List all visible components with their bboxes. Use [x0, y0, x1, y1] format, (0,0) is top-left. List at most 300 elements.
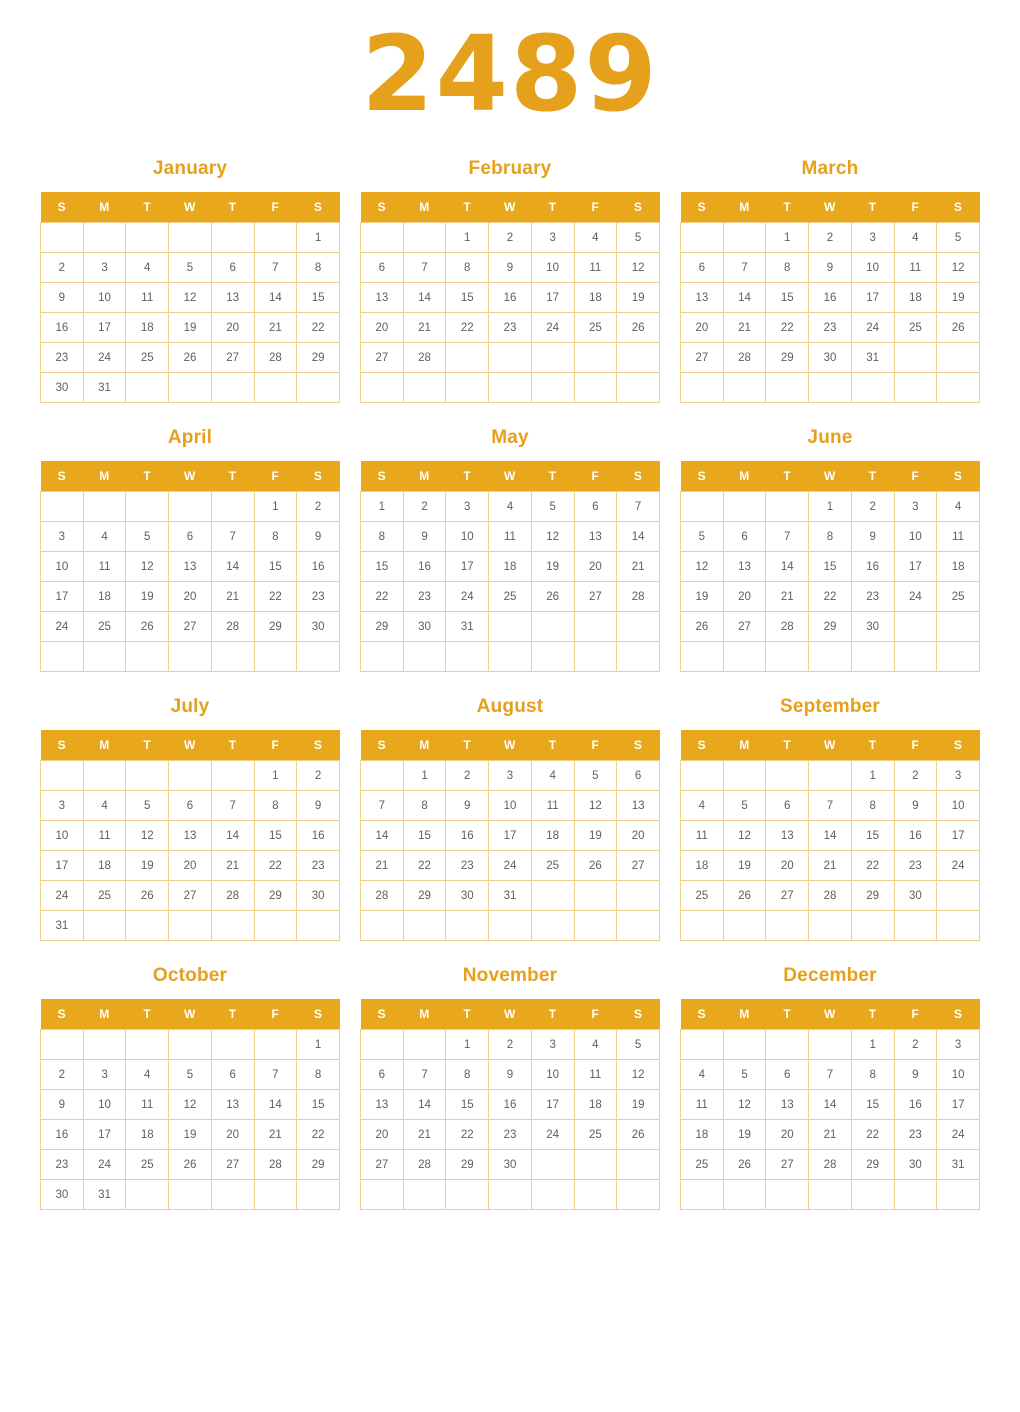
day-cell[interactable]: 5 [937, 223, 980, 253]
day-cell[interactable]: 31 [851, 343, 894, 373]
day-cell[interactable]: 10 [83, 283, 126, 313]
day-cell[interactable]: 29 [851, 1150, 894, 1180]
day-cell[interactable]: 11 [681, 1090, 724, 1120]
day-cell[interactable]: 14 [403, 1090, 446, 1120]
day-cell[interactable]: 6 [766, 1060, 809, 1090]
day-cell[interactable]: 26 [617, 1120, 660, 1150]
day-cell[interactable]: 27 [723, 612, 766, 642]
day-cell[interactable]: 9 [894, 791, 937, 821]
day-cell[interactable]: 25 [894, 313, 937, 343]
day-cell[interactable]: 9 [297, 522, 340, 552]
day-cell[interactable]: 3 [937, 761, 980, 791]
day-cell[interactable]: 22 [766, 313, 809, 343]
day-cell[interactable]: 4 [83, 522, 126, 552]
day-cell[interactable]: 30 [297, 612, 340, 642]
day-cell[interactable]: 18 [126, 313, 169, 343]
day-cell[interactable]: 10 [851, 253, 894, 283]
day-cell[interactable]: 24 [489, 851, 532, 881]
day-cell[interactable]: 23 [297, 851, 340, 881]
day-cell[interactable]: 11 [83, 821, 126, 851]
day-cell[interactable]: 7 [766, 522, 809, 552]
day-cell[interactable]: 16 [41, 1120, 84, 1150]
day-cell[interactable]: 15 [254, 552, 297, 582]
day-cell[interactable]: 5 [723, 791, 766, 821]
day-cell[interactable]: 17 [446, 552, 489, 582]
day-cell[interactable]: 25 [126, 1150, 169, 1180]
day-cell[interactable]: 16 [894, 821, 937, 851]
day-cell[interactable]: 13 [574, 522, 617, 552]
day-cell[interactable]: 2 [41, 1060, 84, 1090]
day-cell[interactable]: 8 [361, 522, 404, 552]
day-cell[interactable]: 16 [894, 1090, 937, 1120]
day-cell[interactable]: 29 [851, 881, 894, 911]
day-cell[interactable]: 10 [446, 522, 489, 552]
day-cell[interactable]: 28 [254, 1150, 297, 1180]
day-cell[interactable]: 8 [403, 791, 446, 821]
day-cell[interactable]: 24 [851, 313, 894, 343]
day-cell[interactable]: 13 [681, 283, 724, 313]
day-cell[interactable]: 12 [169, 1090, 212, 1120]
day-cell[interactable]: 15 [403, 821, 446, 851]
day-cell[interactable]: 26 [617, 313, 660, 343]
day-cell[interactable]: 9 [403, 522, 446, 552]
day-cell[interactable]: 23 [851, 582, 894, 612]
day-cell[interactable]: 3 [41, 522, 84, 552]
day-cell[interactable]: 13 [766, 1090, 809, 1120]
day-cell[interactable]: 19 [681, 582, 724, 612]
day-cell[interactable]: 29 [297, 343, 340, 373]
day-cell[interactable]: 4 [126, 1060, 169, 1090]
day-cell[interactable]: 20 [574, 552, 617, 582]
day-cell[interactable]: 3 [83, 253, 126, 283]
day-cell[interactable]: 8 [297, 1060, 340, 1090]
day-cell[interactable]: 30 [851, 612, 894, 642]
day-cell[interactable]: 17 [851, 283, 894, 313]
day-cell[interactable]: 17 [83, 313, 126, 343]
day-cell[interactable]: 13 [211, 1090, 254, 1120]
day-cell[interactable]: 18 [574, 283, 617, 313]
day-cell[interactable]: 25 [126, 343, 169, 373]
day-cell[interactable]: 4 [574, 223, 617, 253]
day-cell[interactable]: 8 [254, 522, 297, 552]
day-cell[interactable]: 18 [937, 552, 980, 582]
day-cell[interactable]: 26 [126, 881, 169, 911]
day-cell[interactable]: 27 [617, 851, 660, 881]
day-cell[interactable]: 6 [766, 791, 809, 821]
day-cell[interactable]: 10 [41, 552, 84, 582]
day-cell[interactable]: 3 [446, 492, 489, 522]
day-cell[interactable]: 4 [126, 253, 169, 283]
day-cell[interactable]: 28 [403, 1150, 446, 1180]
day-cell[interactable]: 25 [574, 313, 617, 343]
day-cell[interactable]: 8 [851, 791, 894, 821]
day-cell[interactable]: 25 [489, 582, 532, 612]
day-cell[interactable]: 6 [211, 1060, 254, 1090]
day-cell[interactable]: 23 [297, 582, 340, 612]
day-cell[interactable]: 28 [211, 612, 254, 642]
day-cell[interactable]: 1 [809, 492, 852, 522]
day-cell[interactable]: 28 [723, 343, 766, 373]
day-cell[interactable]: 30 [894, 1150, 937, 1180]
day-cell[interactable]: 6 [723, 522, 766, 552]
day-cell[interactable]: 22 [297, 313, 340, 343]
day-cell[interactable]: 24 [894, 582, 937, 612]
day-cell[interactable]: 1 [446, 223, 489, 253]
day-cell[interactable]: 31 [41, 911, 84, 941]
day-cell[interactable]: 12 [574, 791, 617, 821]
day-cell[interactable]: 15 [766, 283, 809, 313]
day-cell[interactable]: 12 [617, 1060, 660, 1090]
day-cell[interactable]: 5 [617, 1030, 660, 1060]
day-cell[interactable]: 20 [169, 851, 212, 881]
day-cell[interactable]: 13 [723, 552, 766, 582]
day-cell[interactable]: 16 [297, 552, 340, 582]
day-cell[interactable]: 2 [446, 761, 489, 791]
day-cell[interactable]: 8 [446, 253, 489, 283]
day-cell[interactable]: 18 [574, 1090, 617, 1120]
day-cell[interactable]: 29 [403, 881, 446, 911]
day-cell[interactable]: 23 [41, 343, 84, 373]
day-cell[interactable]: 1 [297, 223, 340, 253]
day-cell[interactable]: 16 [446, 821, 489, 851]
day-cell[interactable]: 28 [766, 612, 809, 642]
day-cell[interactable]: 8 [809, 522, 852, 552]
day-cell[interactable]: 23 [446, 851, 489, 881]
day-cell[interactable]: 17 [937, 1090, 980, 1120]
day-cell[interactable]: 6 [361, 253, 404, 283]
day-cell[interactable]: 21 [766, 582, 809, 612]
day-cell[interactable]: 16 [489, 283, 532, 313]
day-cell[interactable]: 9 [41, 1090, 84, 1120]
day-cell[interactable]: 7 [254, 1060, 297, 1090]
day-cell[interactable]: 18 [83, 582, 126, 612]
day-cell[interactable]: 5 [617, 223, 660, 253]
day-cell[interactable]: 29 [254, 881, 297, 911]
day-cell[interactable]: 6 [169, 522, 212, 552]
day-cell[interactable]: 11 [126, 283, 169, 313]
day-cell[interactable]: 13 [169, 821, 212, 851]
day-cell[interactable]: 15 [297, 283, 340, 313]
day-cell[interactable]: 12 [617, 253, 660, 283]
day-cell[interactable]: 10 [894, 522, 937, 552]
day-cell[interactable]: 1 [361, 492, 404, 522]
day-cell[interactable]: 7 [403, 253, 446, 283]
day-cell[interactable]: 30 [41, 373, 84, 403]
day-cell[interactable]: 15 [254, 821, 297, 851]
day-cell[interactable]: 27 [766, 881, 809, 911]
day-cell[interactable]: 16 [297, 821, 340, 851]
day-cell[interactable]: 25 [681, 1150, 724, 1180]
day-cell[interactable]: 20 [766, 851, 809, 881]
day-cell[interactable]: 19 [531, 552, 574, 582]
day-cell[interactable]: 30 [894, 881, 937, 911]
day-cell[interactable]: 2 [489, 1030, 532, 1060]
day-cell[interactable]: 6 [211, 253, 254, 283]
day-cell[interactable]: 21 [254, 1120, 297, 1150]
day-cell[interactable]: 9 [489, 1060, 532, 1090]
day-cell[interactable]: 14 [766, 552, 809, 582]
day-cell[interactable]: 16 [489, 1090, 532, 1120]
day-cell[interactable]: 24 [531, 1120, 574, 1150]
day-cell[interactable]: 7 [617, 492, 660, 522]
day-cell[interactable]: 27 [361, 343, 404, 373]
day-cell[interactable]: 7 [361, 791, 404, 821]
day-cell[interactable]: 11 [894, 253, 937, 283]
day-cell[interactable]: 11 [489, 522, 532, 552]
day-cell[interactable]: 27 [169, 881, 212, 911]
day-cell[interactable]: 26 [723, 1150, 766, 1180]
day-cell[interactable]: 30 [41, 1180, 84, 1210]
day-cell[interactable]: 5 [169, 253, 212, 283]
day-cell[interactable]: 31 [937, 1150, 980, 1180]
day-cell[interactable]: 17 [41, 851, 84, 881]
day-cell[interactable]: 10 [937, 1060, 980, 1090]
day-cell[interactable]: 8 [446, 1060, 489, 1090]
day-cell[interactable]: 9 [851, 522, 894, 552]
day-cell[interactable]: 14 [723, 283, 766, 313]
day-cell[interactable]: 12 [126, 552, 169, 582]
day-cell[interactable]: 17 [489, 821, 532, 851]
day-cell[interactable]: 22 [254, 582, 297, 612]
day-cell[interactable]: 26 [531, 582, 574, 612]
day-cell[interactable]: 7 [723, 253, 766, 283]
day-cell[interactable]: 1 [254, 761, 297, 791]
day-cell[interactable]: 9 [489, 253, 532, 283]
day-cell[interactable]: 13 [169, 552, 212, 582]
day-cell[interactable]: 18 [83, 851, 126, 881]
day-cell[interactable]: 6 [617, 761, 660, 791]
day-cell[interactable]: 16 [41, 313, 84, 343]
day-cell[interactable]: 21 [723, 313, 766, 343]
day-cell[interactable]: 28 [617, 582, 660, 612]
day-cell[interactable]: 3 [894, 492, 937, 522]
day-cell[interactable]: 22 [403, 851, 446, 881]
day-cell[interactable]: 28 [254, 343, 297, 373]
day-cell[interactable]: 7 [254, 253, 297, 283]
day-cell[interactable]: 25 [531, 851, 574, 881]
day-cell[interactable]: 2 [403, 492, 446, 522]
day-cell[interactable]: 26 [723, 881, 766, 911]
day-cell[interactable]: 13 [766, 821, 809, 851]
day-cell[interactable]: 7 [211, 522, 254, 552]
day-cell[interactable]: 14 [361, 821, 404, 851]
day-cell[interactable]: 13 [617, 791, 660, 821]
day-cell[interactable]: 5 [574, 761, 617, 791]
day-cell[interactable]: 8 [851, 1060, 894, 1090]
day-cell[interactable]: 11 [574, 253, 617, 283]
day-cell[interactable]: 30 [809, 343, 852, 373]
day-cell[interactable]: 25 [83, 881, 126, 911]
day-cell[interactable]: 19 [723, 851, 766, 881]
day-cell[interactable]: 22 [851, 851, 894, 881]
day-cell[interactable]: 5 [126, 522, 169, 552]
day-cell[interactable]: 1 [446, 1030, 489, 1060]
day-cell[interactable]: 25 [83, 612, 126, 642]
day-cell[interactable]: 14 [211, 552, 254, 582]
day-cell[interactable]: 2 [297, 492, 340, 522]
day-cell[interactable]: 4 [681, 1060, 724, 1090]
day-cell[interactable]: 21 [254, 313, 297, 343]
day-cell[interactable]: 3 [531, 223, 574, 253]
day-cell[interactable]: 30 [489, 1150, 532, 1180]
day-cell[interactable]: 12 [723, 1090, 766, 1120]
day-cell[interactable]: 27 [766, 1150, 809, 1180]
day-cell[interactable]: 20 [617, 821, 660, 851]
day-cell[interactable]: 2 [851, 492, 894, 522]
day-cell[interactable]: 15 [809, 552, 852, 582]
day-cell[interactable]: 27 [361, 1150, 404, 1180]
day-cell[interactable]: 12 [126, 821, 169, 851]
day-cell[interactable]: 6 [574, 492, 617, 522]
day-cell[interactable]: 17 [83, 1120, 126, 1150]
day-cell[interactable]: 10 [937, 791, 980, 821]
day-cell[interactable]: 24 [41, 881, 84, 911]
day-cell[interactable]: 3 [41, 791, 84, 821]
day-cell[interactable]: 12 [937, 253, 980, 283]
day-cell[interactable]: 24 [83, 343, 126, 373]
day-cell[interactable]: 22 [446, 1120, 489, 1150]
day-cell[interactable]: 18 [489, 552, 532, 582]
day-cell[interactable]: 31 [83, 373, 126, 403]
day-cell[interactable]: 17 [894, 552, 937, 582]
day-cell[interactable]: 3 [851, 223, 894, 253]
day-cell[interactable]: 1 [851, 1030, 894, 1060]
day-cell[interactable]: 18 [126, 1120, 169, 1150]
day-cell[interactable]: 23 [894, 851, 937, 881]
day-cell[interactable]: 10 [531, 1060, 574, 1090]
day-cell[interactable]: 28 [809, 1150, 852, 1180]
day-cell[interactable]: 12 [681, 552, 724, 582]
day-cell[interactable]: 14 [254, 1090, 297, 1120]
day-cell[interactable]: 3 [83, 1060, 126, 1090]
day-cell[interactable]: 1 [766, 223, 809, 253]
day-cell[interactable]: 3 [489, 761, 532, 791]
day-cell[interactable]: 1 [851, 761, 894, 791]
day-cell[interactable]: 26 [574, 851, 617, 881]
day-cell[interactable]: 10 [531, 253, 574, 283]
day-cell[interactable]: 18 [531, 821, 574, 851]
day-cell[interactable]: 30 [297, 881, 340, 911]
day-cell[interactable]: 10 [489, 791, 532, 821]
day-cell[interactable]: 24 [83, 1150, 126, 1180]
day-cell[interactable]: 15 [446, 283, 489, 313]
day-cell[interactable]: 5 [531, 492, 574, 522]
day-cell[interactable]: 21 [361, 851, 404, 881]
day-cell[interactable]: 2 [489, 223, 532, 253]
day-cell[interactable]: 19 [617, 283, 660, 313]
day-cell[interactable]: 19 [169, 313, 212, 343]
day-cell[interactable]: 20 [361, 313, 404, 343]
day-cell[interactable]: 12 [531, 522, 574, 552]
day-cell[interactable]: 19 [126, 851, 169, 881]
day-cell[interactable]: 6 [361, 1060, 404, 1090]
day-cell[interactable]: 25 [681, 881, 724, 911]
day-cell[interactable]: 23 [403, 582, 446, 612]
day-cell[interactable]: 15 [851, 821, 894, 851]
day-cell[interactable]: 24 [446, 582, 489, 612]
day-cell[interactable]: 20 [361, 1120, 404, 1150]
day-cell[interactable]: 11 [681, 821, 724, 851]
day-cell[interactable]: 26 [169, 1150, 212, 1180]
day-cell[interactable]: 17 [531, 1090, 574, 1120]
day-cell[interactable]: 6 [169, 791, 212, 821]
day-cell[interactable]: 13 [211, 283, 254, 313]
day-cell[interactable]: 24 [937, 851, 980, 881]
day-cell[interactable]: 9 [446, 791, 489, 821]
day-cell[interactable]: 19 [617, 1090, 660, 1120]
day-cell[interactable]: 21 [211, 851, 254, 881]
day-cell[interactable]: 30 [446, 881, 489, 911]
day-cell[interactable]: 27 [211, 343, 254, 373]
day-cell[interactable]: 23 [489, 313, 532, 343]
day-cell[interactable]: 9 [809, 253, 852, 283]
day-cell[interactable]: 11 [126, 1090, 169, 1120]
day-cell[interactable]: 30 [403, 612, 446, 642]
day-cell[interactable]: 15 [297, 1090, 340, 1120]
day-cell[interactable]: 7 [211, 791, 254, 821]
day-cell[interactable]: 10 [83, 1090, 126, 1120]
day-cell[interactable]: 28 [211, 881, 254, 911]
day-cell[interactable]: 9 [894, 1060, 937, 1090]
day-cell[interactable]: 14 [211, 821, 254, 851]
day-cell[interactable]: 25 [574, 1120, 617, 1150]
day-cell[interactable]: 19 [937, 283, 980, 313]
day-cell[interactable]: 2 [41, 253, 84, 283]
day-cell[interactable]: 14 [254, 283, 297, 313]
day-cell[interactable]: 5 [723, 1060, 766, 1090]
day-cell[interactable]: 26 [681, 612, 724, 642]
day-cell[interactable]: 4 [681, 791, 724, 821]
day-cell[interactable]: 27 [681, 343, 724, 373]
day-cell[interactable]: 21 [617, 552, 660, 582]
day-cell[interactable]: 13 [361, 1090, 404, 1120]
day-cell[interactable]: 18 [894, 283, 937, 313]
day-cell[interactable]: 20 [681, 313, 724, 343]
day-cell[interactable]: 27 [169, 612, 212, 642]
day-cell[interactable]: 3 [937, 1030, 980, 1060]
day-cell[interactable]: 14 [403, 283, 446, 313]
day-cell[interactable]: 17 [937, 821, 980, 851]
day-cell[interactable]: 9 [41, 283, 84, 313]
day-cell[interactable]: 22 [851, 1120, 894, 1150]
day-cell[interactable]: 21 [403, 1120, 446, 1150]
day-cell[interactable]: 21 [809, 851, 852, 881]
day-cell[interactable]: 28 [361, 881, 404, 911]
day-cell[interactable]: 19 [723, 1120, 766, 1150]
day-cell[interactable]: 14 [809, 821, 852, 851]
day-cell[interactable]: 28 [403, 343, 446, 373]
day-cell[interactable]: 22 [446, 313, 489, 343]
day-cell[interactable]: 11 [937, 522, 980, 552]
day-cell[interactable]: 4 [937, 492, 980, 522]
day-cell[interactable]: 31 [489, 881, 532, 911]
day-cell[interactable]: 1 [297, 1030, 340, 1060]
day-cell[interactable]: 14 [809, 1090, 852, 1120]
day-cell[interactable]: 12 [723, 821, 766, 851]
day-cell[interactable]: 23 [809, 313, 852, 343]
day-cell[interactable]: 11 [531, 791, 574, 821]
day-cell[interactable]: 8 [766, 253, 809, 283]
day-cell[interactable]: 9 [297, 791, 340, 821]
day-cell[interactable]: 16 [403, 552, 446, 582]
day-cell[interactable]: 4 [894, 223, 937, 253]
day-cell[interactable]: 22 [297, 1120, 340, 1150]
day-cell[interactable]: 4 [83, 791, 126, 821]
day-cell[interactable]: 22 [254, 851, 297, 881]
day-cell[interactable]: 20 [211, 313, 254, 343]
day-cell[interactable]: 24 [937, 1120, 980, 1150]
day-cell[interactable]: 7 [809, 1060, 852, 1090]
